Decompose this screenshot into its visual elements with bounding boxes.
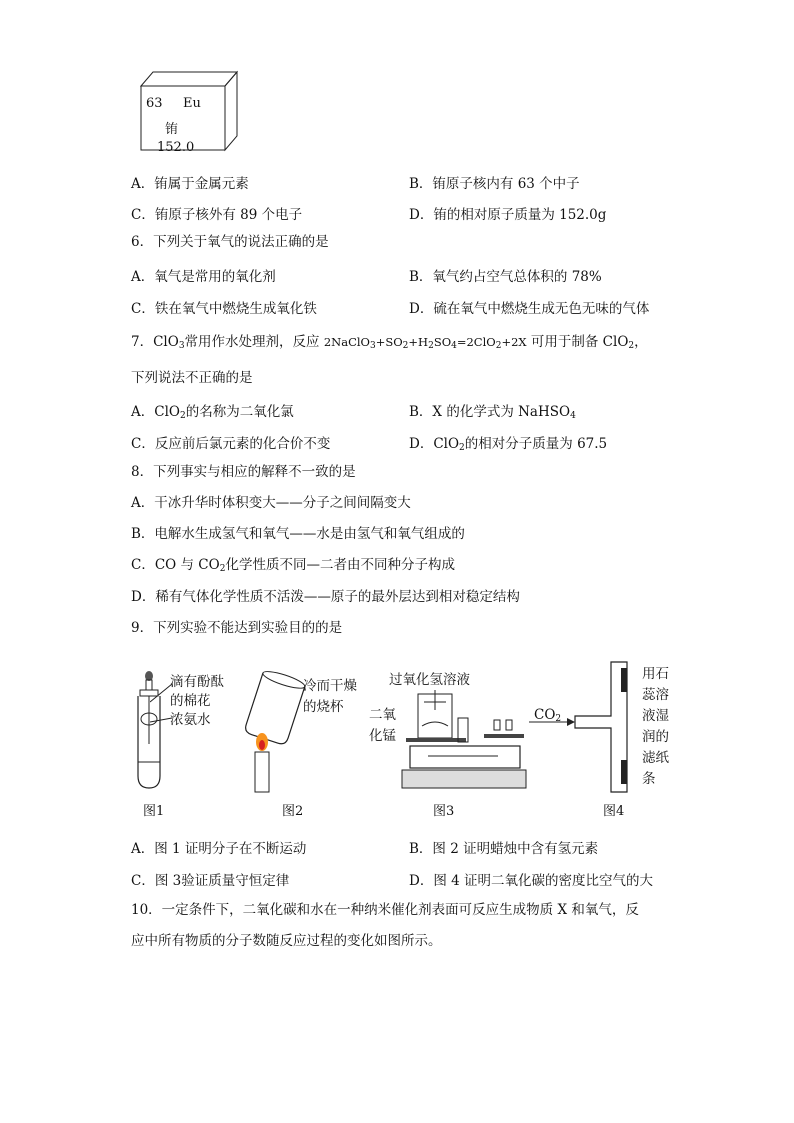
element-symbol: Eu xyxy=(183,96,201,111)
q6-option-c: C．铁在氧气中燃烧生成氧化铁 xyxy=(131,301,317,317)
fig1-label-2: 的棉花 xyxy=(170,693,211,709)
q7-option-c: C．反应前后氯元素的化合价不变 xyxy=(131,436,331,452)
fig3-side-label-1: 二氧 xyxy=(369,707,396,723)
q6-option-d: D．硫在氧气中燃烧生成无色无味的气体 xyxy=(409,301,650,317)
fig3-top-label: 过氧化氢溶液 xyxy=(389,672,470,688)
q7-stem-line2: 下列说法不正确的是 xyxy=(131,370,253,386)
q9-option-c: C．图 3验证质量守恒定律 xyxy=(131,873,290,889)
fig4-caption: 图4 xyxy=(603,804,625,819)
q9-stem: 9．下列实验不能达到实验目的的是 xyxy=(131,620,343,636)
fig2-caption: 图2 xyxy=(282,804,304,819)
fig4-label-6: 条 xyxy=(642,771,656,787)
q9-option-b: B．图 2 证明蜡烛中含有氢元素 xyxy=(409,841,599,857)
q8-option-b: B．电解水生成氢气和氧气——水是由氢气和氧气组成的 xyxy=(131,526,465,542)
fig2-label-2: 的烧杯 xyxy=(303,699,344,715)
atomic-mass: 152.0 xyxy=(157,140,195,155)
fig1-label-3: 浓氨水 xyxy=(170,712,211,728)
fig3-balance xyxy=(398,690,528,795)
fig4-label-3: 液湿 xyxy=(642,708,669,724)
fig2-candle-beaker xyxy=(238,670,308,795)
element-name: 铕 xyxy=(165,122,179,137)
q5-option-b: B．铕原子核内有 63 个中子 xyxy=(409,176,580,192)
q6-option-a: A．氧气是常用的氧化剂 xyxy=(131,269,276,285)
q5-option-c: C．铕原子核外有 89 个电子 xyxy=(131,207,303,223)
fig4-label-1: 用石 xyxy=(642,666,669,682)
q7-option-a: A．ClO$_2$的名称为二氧化氯 xyxy=(131,404,294,421)
fig1-caption: 图1 xyxy=(143,804,165,819)
q9-option-a: A．图 1 证明分子在不断运动 xyxy=(131,841,307,857)
q6-stem: 6．下列关于氧气的说法正确的是 xyxy=(131,234,329,250)
q8-stem: 8．下列事实与相应的解释不一致的是 xyxy=(131,464,356,480)
q5-option-a: A．铕属于金属元素 xyxy=(131,176,249,192)
q10-line-2: 应中所有物质的分子数随反应过程的变化如图所示。 xyxy=(131,933,442,949)
fig4-gas-label: $CO_2$ xyxy=(534,707,562,724)
q8-option-a: A．干冰升华时体积变大——分子之间间隔变大 xyxy=(131,495,411,511)
fig2-label-1: 冷而干燥 xyxy=(303,678,357,694)
q5-option-d: D．铕的相对原子质量为 152.0g xyxy=(409,207,607,223)
fig4-label-5: 滤纸 xyxy=(642,750,669,766)
element-card xyxy=(139,86,227,156)
q6-option-b: B．氧气约占空气总体积的 78% xyxy=(409,269,602,285)
q7-option-d: D．ClO$_2$的相对分子质量为 67.5 xyxy=(409,436,608,453)
q8-option-d: D．稀有气体化学性质不活泼——原子的最外层达到相对稳定结构 xyxy=(131,589,520,605)
q8-option-c: C．CO 与 $CO_2$化学性质不同—二者由不同种分子构成 xyxy=(131,557,455,574)
fig3-caption: 图3 xyxy=(433,804,455,819)
fig4-apparatus xyxy=(527,660,637,795)
fig3-side-label-2: 化锰 xyxy=(369,728,396,744)
q9-option-d: D．图 4 证明二氧化碳的密度比空气的大 xyxy=(409,873,653,889)
q7-option-b: B．X 的化学式为 NaHSO$_4$ xyxy=(409,404,576,421)
fig4-label-4: 润的 xyxy=(642,729,669,745)
fig1-label-1: 滴有酚酞 xyxy=(170,674,224,690)
fig1-pointer-lines xyxy=(150,680,174,740)
atomic-number: 63 xyxy=(146,96,163,111)
q10-line-1: 10．一定条件下，二氧化碳和水在一种纳米催化剂表面可反应生成物质 X 和氧气，反 xyxy=(131,902,639,918)
q7-equation: $2NaClO_3+SO_2+H_2SO_4=2ClO_2+2X$ xyxy=(323,335,527,351)
q7-stem: 7．ClO$_3$常用作水处理剂，反应 $2NaClO_3+SO_2+H_2SO_4=2ClO_2+2X$ 可用于制备 ClO$_2$， xyxy=(131,334,648,351)
fig4-label-2: 蕊溶 xyxy=(642,687,669,703)
